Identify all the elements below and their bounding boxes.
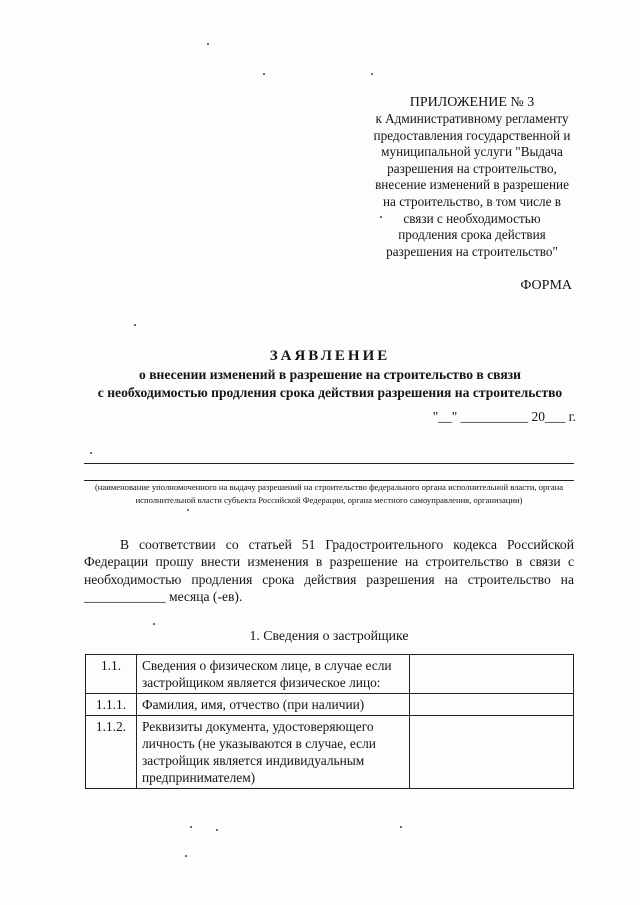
table-row (86, 694, 574, 716)
row-description: Сведения о физическом лице, в случае если застройщиком является физическое лицо: (137, 655, 410, 694)
scan-speck (153, 623, 155, 625)
document-title (60, 346, 600, 401)
row-number: 1.1.2. (86, 716, 137, 789)
authority-caption: (наименование уполномоченного на выдачу разрешений на строительство федерального органа исполнительной власти, органа исполнительной власти субъекта Российской Федерации, органа местного самоуправления, организации) (94, 482, 564, 505)
row-value-field[interactable] (410, 694, 574, 716)
row-value-field[interactable] (410, 716, 574, 789)
title-line-1: о внесении изменений в разрешение на строительство в связи (139, 367, 521, 382)
section-title: 1. Сведения о застройщике (249, 628, 409, 643)
scan-speck (400, 826, 402, 828)
title-main: ЗАЯВЛЕНИЕ (269, 348, 391, 364)
date-field[interactable]: "__" __________ 20___ г. (432, 409, 576, 424)
title-line-2: с необходимостью продления срока действия разрешения на строительство (97, 384, 563, 400)
appendix-line: продления срока действия (398, 227, 546, 243)
appendix-line: разрешения на строительство" (386, 243, 558, 259)
row-value-field[interactable] (410, 655, 574, 694)
scan-speck (263, 73, 265, 75)
scan-speck (187, 509, 189, 511)
scan-speck (134, 324, 136, 326)
appendix-line: муниципальной услуги "Выдача (381, 144, 563, 160)
appendix-line: разрешения на строительство, (387, 160, 557, 176)
scan-speck (190, 826, 192, 828)
scan-speck (371, 73, 373, 75)
request-text: В соответствии со статьей 51 Градостроительного кодекса Российской Федерации прошу внести изменения в разрешение на строительство в связи с необходимостью продления срока действия разрешения на строительство на ____________ месяца (-ев). (84, 537, 574, 605)
request-paragraph (84, 536, 574, 606)
row-number: 1.1. (86, 655, 137, 694)
appendix-block (352, 94, 592, 260)
scan-speck (216, 829, 218, 831)
scan-speck (185, 855, 187, 857)
scan-speck (207, 43, 209, 45)
applicant-table (85, 654, 574, 789)
appendix-line: к Административному регламенту (375, 111, 569, 126)
appendix-line: внесение изменений в разрешение (375, 177, 569, 193)
table-row (86, 655, 574, 694)
appendix-line: связи с необходимостью (403, 210, 541, 226)
appendix-line: на строительство, в том числе в (383, 193, 561, 209)
scan-speck (380, 216, 382, 218)
scan-speck (90, 452, 92, 454)
row-number: 1.1.1. (86, 694, 137, 716)
table-row (86, 716, 574, 789)
form-label: ФОРМА (520, 278, 572, 293)
appendix-line: предоставления государственной и (373, 127, 571, 143)
appendix-heading: ПРИЛОЖЕНИЕ № 3 (409, 95, 535, 110)
authority-line-1[interactable] (84, 463, 574, 464)
row-description: Реквизиты документа, удостоверяющего личность (не указываются в случае, если застройщик является индивидуальным предпринимателем) (137, 716, 410, 789)
row-description: Фамилия, имя, отчество (при наличии) (137, 694, 410, 716)
